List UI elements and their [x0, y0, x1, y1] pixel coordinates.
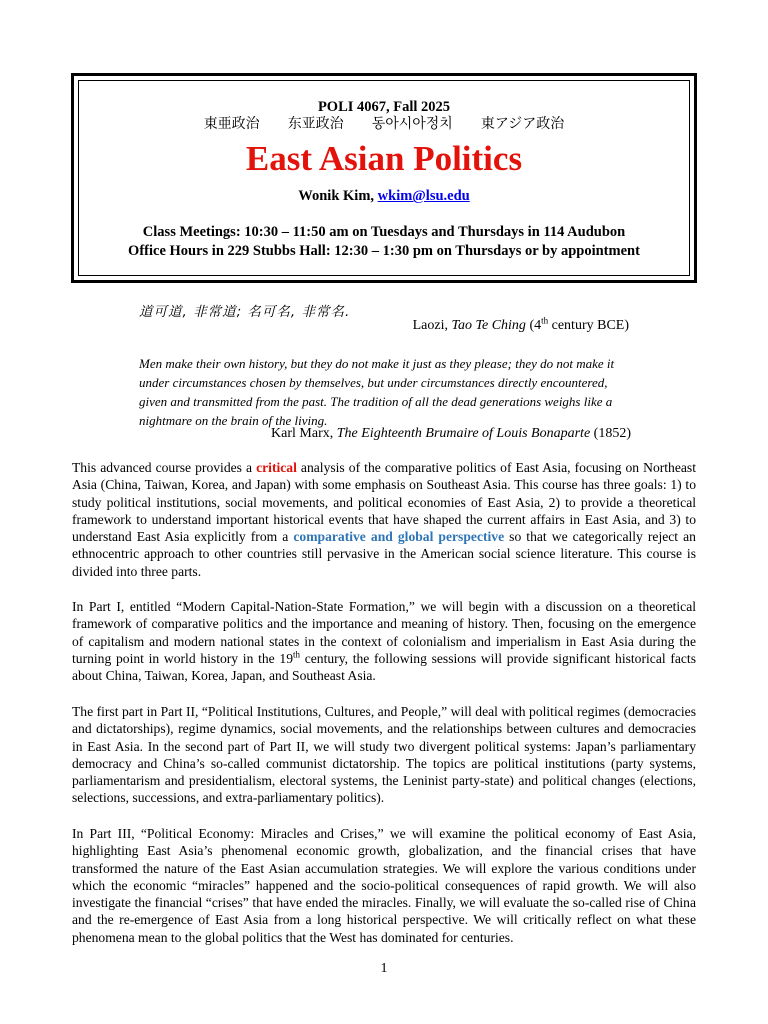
laozi-century-suffix: th [541, 315, 549, 326]
course-header-box [71, 73, 697, 283]
course-title: East Asian Politics [245, 139, 523, 178]
intro-paragraph [72, 459, 696, 580]
meeting-info [79, 223, 689, 261]
course-code: POLI 4067, Fall 2025 [317, 99, 451, 115]
laozi-work-title: Tao Te Ching [451, 318, 526, 333]
page-number: 1 [380, 961, 388, 976]
part-three-paragraph: In Part III, “Political Economy: Miracles and Crises,” we will examine the political economy of East Asia, highlighting East Asia’s phenomenal economic growth, globalization, and the financial crises that have transformed the nature of the East Asian accumulation strategies. We will explore the various conditions under which the economic “miracles” happened and the socio-political consequences of rapid growth. We will also investigate the financial “crises” that have ended the miracles. Finally, we will evaluate the so-called rise of China and the re-emergence of East Asia from a long historical perspective. We will critically reflect on what these phenomena mean to the global politics that the West has dominated for centuries. [72, 826, 696, 945]
cjk-titles [79, 116, 689, 133]
instructor-email-link[interactable]: wkim@lsu.edu [377, 188, 470, 204]
part-one-century-suffix: th [293, 649, 301, 660]
marx-attribution [139, 426, 631, 442]
course-header-inner-border [78, 80, 690, 276]
intro-text-c: so that we categorically reject an ethnocentric approach to other countries still pervasive in the American social science literature. This course is divided into three parts. [72, 529, 696, 579]
cjk-title-korean: 동아시아정치 [371, 116, 453, 132]
intro-text-a: This advanced course provides a [72, 460, 257, 475]
part-one-text-a: In Part I, entitled “Modern Capital-Nation-State Formation,” we will begin with a discussion on a theoretical framework of comparative politics and the importance and meaning of history. Then, focusing on the emergence of capitalism and modern national states in the context of colonialism and imperialism in East Asia during the turning point in world history in the 19 [72, 599, 696, 666]
instructor-name: Wonik Kim, [298, 188, 378, 204]
marx-year: (1852) [590, 426, 631, 441]
part-one-paragraph [72, 598, 696, 684]
laozi-attribution [139, 315, 629, 334]
comparative-perspective-highlight: comparative and global perspective [293, 529, 505, 545]
cjk-title-simplified-chinese: 东亚政治 [287, 116, 344, 132]
laozi-quote: 道可道, 非常道; 名可名, 非常名. [139, 304, 351, 320]
cjk-title-traditional-chinese: 東亜政治 [203, 116, 260, 132]
part-two-paragraph: The first part in Part II, “Political Institutions, Cultures, and People,” will deal with political regimes (democracies and dictatorships), regime dynamics, social movements, and the relationships between cultures and democracies in East Asia. In the second part of Part II, we will study two divergent political systems: Japan’s parliamentary democracy and China’s so-called communist dictatorship. The topics are political institutions (party systems, parliamentarism and presidentialism, electoral systems, the Leninist party-state) and political changes (elections, selections, successions, and extra-parliamentary politics). [72, 704, 696, 806]
intro-text-b: analysis of the comparative politics of East Asia, focusing on Northeast Asia (China, Taiwan, Korea, and Japan) with some emphasis on Southeast Asia. This course has three goals: 1) to study political institutions, social movements, and political economies of East Asia, 2) to provide a theoretical framework to understand important historical events that have shaped the current affairs in East Asia, and 3) to understand East Asia explicitly from a [72, 460, 696, 545]
office-hours: Office Hours in 229 Stubbs Hall: 12:30 – 1:30 pm on Thursdays or by appointment [128, 243, 640, 259]
marx-quote: Men make their own history, but they do not make it just as they please; they do not make it under circumstances chosen by themselves, but under circumstances directly encountered, given and transmitted from the past. The tradition of all the dead generations weighs like a nightmare on the brain of the living. [139, 356, 615, 428]
marx-author: Karl Marx, [271, 426, 337, 441]
class-meetings: Class Meetings: 10:30 – 11:50 am on Tuesdays and Thursdays in 114 Audubon [142, 224, 626, 240]
cjk-title-japanese: 東アジア政治 [480, 116, 565, 132]
laozi-century-number: (4 [525, 318, 542, 333]
part-one-text-b: century, the following sessions will provide significant historical facts about China, Taiwan, Korea, Japan, and Southeast Asia. [72, 650, 696, 684]
laozi-author: Laozi, [412, 318, 452, 333]
marx-work-title: The Eighteenth Brumaire of Louis Bonaparte [336, 426, 591, 441]
laozi-century-rest: century BCE) [548, 318, 629, 333]
instructor-line [79, 187, 689, 205]
critical-highlight: critical [256, 460, 297, 475]
